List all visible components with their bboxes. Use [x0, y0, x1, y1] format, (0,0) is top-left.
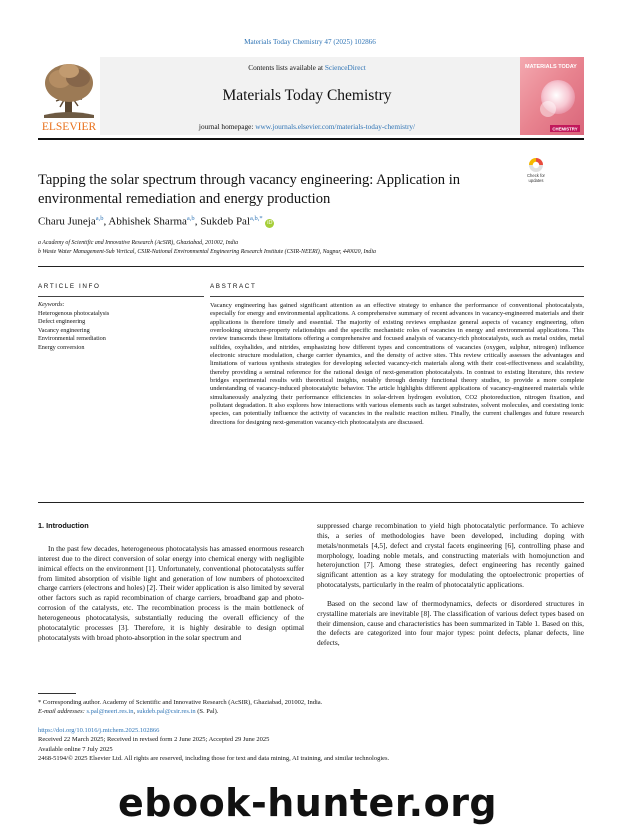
elsevier-tree-icon [38, 57, 100, 135]
author-name[interactable]: Abhishek Sharma [108, 215, 187, 228]
intro-paragraph-2: Based on the second law of thermodynamics, defects or disordered structures in crystalline materials are inevitable [8]. The classification of various defect types based on their dimension, cause and characteristics has been summarized in Table 1. Based on this, the defects are categorized into four major types: point defects, planar defects, line defects, [317, 598, 584, 648]
abstract-rule [210, 296, 584, 297]
cover-subtitle: CHEMISTRY [552, 126, 578, 132]
footnote-rule [38, 693, 76, 694]
affiliation-b: b Waste Water Management-Sub Vertical, CSIR-National Environmental Engineering Research Institute (CSIR-NEERI), Nagpur, 440020, India [38, 249, 376, 255]
author-affiliation-marker[interactable]: a,b [95, 215, 104, 222]
article-info-heading: ARTICLE INFO [38, 283, 101, 290]
intro-paragraph-1-continued: suppressed charge recombination to yield high photocatalytic performance. To achieve this, a series of methodologies have been developed, including doping with metals/nonmetals [4,5], defect and crystal facets engineering [6], controlling phase and morphology, loading noble metals, and constructing materials with homojunction and heterojunction [7]. Among these strategies, defect engineering has recently gained significant attention as a key strategy for modulating the optoelectronic properties of photocatalysts, particularly in the realm of photocatalytic applications. [317, 521, 584, 590]
abstract-heading: ABSTRACT [210, 283, 257, 290]
intro-paragraph-1: In the past few decades, heterogeneous photocatalysis has amassed enormous research interest due to the direct conversion of solar energy into chemical energy with negligible inimical effects on the environment [1]. Unfortunately, conventional photocatalysts suffer from limited absorption of visible light and generation of low numbers of photoexcited charge carriers (electrons and holes) [2]. Their wider application is also limited by several other factors such as rapid recombination of charge carriers, broadband gap and photo-corrosion of the catalysts, etc. The recombination process is the main bottleneck of heterogeneous photocatalysis, substantially reducing the overall efficiency of the photocatalytic processes [3]. Therefore, it is highly desirable to design optimal photocatalysts with broad photo-absorption in the solar spectrum and [38, 544, 304, 642]
keyword-item: Vacancy engineering [38, 326, 90, 334]
email-link-2[interactable]: sukdeb.pal@csir.res.in [136, 708, 196, 716]
email-suffix: (S. Pal). [195, 708, 219, 716]
email-separator: , [133, 708, 137, 716]
article-info-rule [38, 296, 204, 297]
watermark-text: ebook-hunter.org [118, 781, 498, 825]
check-for-updates-button[interactable] [520, 157, 552, 183]
intro-column-right [317, 521, 584, 648]
introduction-heading: 1. Introduction [38, 521, 89, 530]
author-separator: , [194, 215, 201, 228]
affiliation-a: a Academy of Scientific and Innovative Research (AcSIR), Ghaziabad, 201002, India [38, 240, 239, 246]
journal-title: Materials Today Chemistry [222, 87, 392, 104]
keyword-item: Defect engineering [38, 318, 86, 326]
elsevier-logo [38, 57, 100, 135]
check-updates-icon [520, 157, 552, 183]
article-metadata [38, 726, 584, 763]
keyword-list [38, 310, 109, 352]
email-label: E-mail addresses: [38, 708, 87, 716]
orcid-icon[interactable]: iD [267, 219, 273, 226]
email-line [38, 707, 584, 716]
check-updates-line1: Check for [527, 173, 545, 178]
journal-cover [520, 57, 584, 135]
email-link-1[interactable]: s.pal@neeri.res.in [86, 708, 134, 716]
abstract-body: Vacancy engineering has gained significant attention as an effective strategy to enhance the performance of conventional photocatalysts, especially for energy and environmental applications. A comprehensive summary of recent advances in vacancy-engineered materials and their applications is therefore timely and essential. The majority of existing reviews emphasize general aspects of vacancy engineering, often overlooking structure-property relationships and the specific mechanistic roles of vacancies in energy and environmental applications. This review transcends these limitations offering a comprehensive and focused analysis of vacancy-rich photocatalysts, such as metal oxides, metal sulfides, oxyhalides, and nitrides, emphasizing how different types and concentrations of vacancies (oxygen, sulphur, nitrogen) influence electronic structure modulation, charge carrier dynamics, and the density of active sites. This review critically assesses the advantages and limitations of various synthesis strategies for developing selected vacancy-rich materials along with their cost-effectiveness and scalability, thereby providing a seminal reference for the rational design of next-generation photocatalysts. In contrast to existing literature, this review bridges experimental results with theoretical insights, notably through density functional theory studies, to provide a more complete understanding of vacancy-induced photocatalytic behavior. The article highlights different applications of vacancy-engineered materials while simultaneously analyzing their performance efficiencies in solar-driven hydrogen evolution, CO2 photoreduction, nitrogen fixation, and pollutant degradation. It also explores how interactions with various elements such as target substrates, solvent molecules, and coexisting ionic species, can potentially influence the activity of vacancies in the realistic reaction milieu. Finally, the current challenges and future research directions for designing next-generation vacancy-rich photocatalysts are discussed. [210, 302, 584, 426]
abstract-end-rule [38, 502, 584, 503]
author-name[interactable]: Sukdeb Pal [200, 215, 250, 228]
check-updates-line2: updates [528, 178, 544, 183]
available-online: Available online 7 July 2025 [38, 745, 113, 753]
journal-cover-image [520, 57, 584, 135]
article-title [38, 171, 508, 209]
keyword-item: Energy conversion [38, 343, 85, 351]
homepage-prefix: journal homepage: [198, 122, 256, 131]
keyword-item: Environmental remediation [38, 335, 106, 343]
contents-prefix: Contents lists available at [248, 63, 325, 72]
author-affiliation-marker[interactable]: a,b [186, 215, 195, 222]
journal-reference[interactable]: Materials Today Chemistry 47 (2025) 102866 [244, 38, 376, 46]
section-rule [38, 266, 584, 267]
header-rule [38, 138, 584, 140]
cover-title: MATERIALS TODAY [525, 64, 577, 70]
title-line-2: environmental remediation and energy production [38, 191, 331, 207]
sciencedirect-link[interactable]: ScienceDirect [324, 63, 366, 72]
corresponding-author-footnote [38, 698, 584, 717]
received-dates: Received 22 March 2025; Received in revised form 2 June 2025; Accepted 29 June 2025 [38, 736, 270, 744]
homepage-line [100, 122, 514, 131]
publisher-name: ELSEVIER [41, 121, 97, 133]
copyright-notice: 2468-5194/© 2025 Elsevier Ltd. All rights are reserved, including those for text and data mining, AI training, and similar technologies. [38, 754, 390, 762]
title-line-1: Tapping the solar spectrum through vacancy engineering: Application in [38, 172, 461, 188]
journal-homepage-link[interactable]: www.journals.elsevier.com/materials-today-chemistry/ [255, 122, 416, 131]
doi-link[interactable]: https://doi.org/10.1016/j.mtchem.2025.102866 [38, 727, 160, 734]
author-separator: , [103, 215, 109, 228]
keyword-item: Heterogenous photocatalysis [38, 310, 110, 317]
corresponding-author-note: * Corresponding author. Academy of Scientific and Innovative Research (AcSIR), Ghaziabad, 201002, India. [38, 699, 323, 706]
contents-line [100, 63, 514, 72]
author-list [38, 215, 274, 228]
intro-column-left [38, 544, 304, 642]
keywords-heading: Keywords: [38, 301, 65, 308]
author-name[interactable]: Charu Juneja [38, 215, 96, 228]
author-affiliation-marker[interactable]: a,b,* [250, 215, 263, 222]
